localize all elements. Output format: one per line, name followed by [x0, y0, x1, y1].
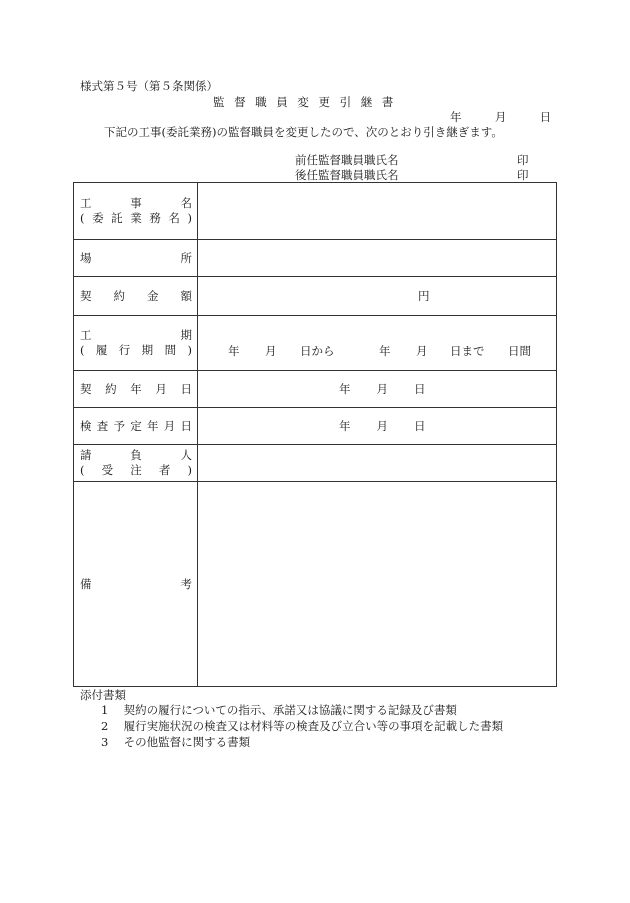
attachment-text: 契約の履行についての指示、承諾又は協議に関する記録及び書類 — [123, 703, 457, 717]
contract-amount-label — [74, 277, 198, 316]
label-char: 年 — [130, 381, 142, 396]
label-char: 日 — [180, 381, 192, 396]
table-row-location — [74, 240, 557, 277]
document-title: 監督職員変更引継書 — [213, 95, 403, 109]
label-char: 委 — [92, 211, 104, 225]
attachment-text: 履行実施状況の検査又は材料等の検査及び立合い等の事項を記載した書類 — [123, 719, 504, 733]
contractor-field[interactable] — [198, 445, 557, 482]
attachment-item-2 — [101, 721, 503, 733]
label-char: 査 — [96, 418, 109, 433]
label-char: 名 — [168, 211, 180, 225]
label-char: 契 — [80, 381, 92, 396]
label-char: 託 — [111, 211, 123, 225]
location-field[interactable] — [198, 240, 557, 277]
label-line — [80, 382, 192, 397]
label-char: ) — [187, 463, 192, 477]
label-char: 約 — [105, 381, 117, 396]
label-line — [80, 577, 192, 592]
location-label — [74, 240, 198, 277]
date-part: 月 — [376, 419, 388, 433]
attachment-number: 1 — [101, 703, 109, 717]
label-char: ) — [187, 211, 192, 225]
label-char: 約 — [113, 288, 125, 303]
table-row-contract-amount — [74, 277, 557, 316]
period-part: 日間 — [508, 344, 531, 358]
label-char: 所 — [180, 250, 192, 265]
remarks-label — [74, 482, 198, 687]
date-day-label: 日 — [539, 110, 552, 124]
date-part: 年 — [339, 382, 351, 396]
label-char: ( — [80, 463, 85, 477]
label-char: 場 — [80, 250, 92, 265]
label-char: 考 — [180, 576, 192, 591]
date-part: 年 — [339, 419, 351, 433]
label-char: 事 — [130, 196, 142, 210]
attachment-text: その他監督に関する書類 — [123, 735, 251, 749]
table-row-project-name — [74, 183, 557, 240]
inspection-date-label — [74, 408, 198, 445]
table-row-contract-date — [74, 371, 557, 408]
label-char: 注 — [130, 463, 142, 477]
inspection-date-field[interactable] — [198, 408, 557, 445]
label-char: 月 — [155, 381, 167, 396]
label-char: 予 — [113, 418, 125, 433]
label-char: 契 — [80, 288, 92, 303]
label-char: 履 — [95, 343, 108, 357]
label-line — [80, 251, 192, 266]
label-char: 務 — [149, 211, 161, 225]
label-char: ) — [187, 343, 192, 357]
label-line — [80, 211, 192, 226]
intro-text: 下記の工事(委託業務)の監督職員を変更したので、次のとおり引き継ぎます。 — [104, 125, 503, 139]
label-char: 期 — [180, 328, 192, 342]
label-char: 日 — [180, 418, 192, 433]
form-table — [73, 182, 557, 687]
label-char: 人 — [180, 448, 192, 462]
project-name-label — [74, 183, 198, 240]
remarks-field[interactable] — [198, 482, 557, 687]
period-part: 月 — [265, 344, 277, 358]
date-part: 日 — [414, 382, 426, 396]
attachment-number: 3 — [101, 735, 109, 749]
attachment-item-1 — [101, 705, 457, 717]
date-month-label: 月 — [494, 110, 507, 124]
period-part: 日まで — [450, 344, 485, 358]
period-part: 年 — [228, 344, 240, 358]
period-part: 年 — [379, 344, 391, 358]
label-char: 備 — [80, 576, 92, 591]
table-row-contractor — [74, 445, 557, 482]
project-name-field[interactable] — [198, 183, 557, 240]
period-part: 日から — [300, 344, 335, 358]
label-char: 検 — [80, 418, 92, 433]
label-line — [80, 343, 192, 358]
label-char: 定 — [130, 418, 142, 433]
contract-date-label — [74, 371, 198, 408]
label-line — [80, 196, 192, 211]
label-char: 月 — [163, 418, 176, 433]
construction-period-label — [74, 316, 198, 371]
label-char: 業 — [130, 211, 142, 225]
contract-date-text — [339, 381, 426, 397]
label-line — [80, 328, 192, 343]
label-char: 期 — [141, 343, 154, 357]
label-char: 金 — [147, 288, 159, 303]
contract-amount-field[interactable] — [198, 277, 557, 316]
label-line — [80, 463, 192, 478]
previous-supervisor-seal: 印 — [517, 153, 529, 167]
label-char: 年 — [147, 418, 159, 433]
label-char: 行 — [118, 343, 131, 357]
date-part: 月 — [376, 382, 388, 396]
next-supervisor-label: 後任監督職員職氏名 — [295, 168, 399, 182]
label-line — [80, 448, 192, 463]
previous-supervisor-label: 前任監督職員職氏名 — [295, 153, 399, 167]
label-char: 負 — [130, 448, 142, 462]
label-char: 間 — [164, 343, 177, 357]
form-number: 様式第５号（第５条関係） — [80, 79, 218, 93]
next-supervisor-seal: 印 — [517, 168, 529, 182]
contractor-label — [74, 445, 198, 482]
contract-date-field[interactable] — [198, 371, 557, 408]
attachment-item-3 — [101, 737, 250, 749]
label-char: 者 — [158, 463, 171, 477]
label-char: 受 — [101, 463, 114, 477]
label-char: 請 — [80, 448, 92, 462]
label-line — [80, 419, 192, 434]
label-char: ( — [80, 343, 85, 357]
table-row-remarks — [74, 482, 557, 687]
label-line — [80, 289, 192, 304]
attachment-number: 2 — [101, 719, 109, 733]
period-part: 月 — [416, 344, 428, 358]
label-char: ( — [80, 211, 85, 225]
label-char: 工 — [80, 196, 92, 210]
inspection-date-text — [339, 418, 426, 434]
date-year-label: 年 — [450, 110, 462, 124]
label-char: 額 — [180, 288, 192, 303]
label-char: 工 — [80, 328, 92, 342]
table-row-construction-period — [74, 316, 557, 371]
date-part: 日 — [414, 419, 426, 433]
table-row-inspection-date — [74, 408, 557, 445]
construction-period-field[interactable] — [198, 316, 557, 371]
label-char: 名 — [180, 196, 192, 210]
date-line — [450, 112, 551, 124]
yen-unit: 円 — [418, 289, 430, 303]
attachments-heading: 添付書類 — [80, 688, 126, 702]
